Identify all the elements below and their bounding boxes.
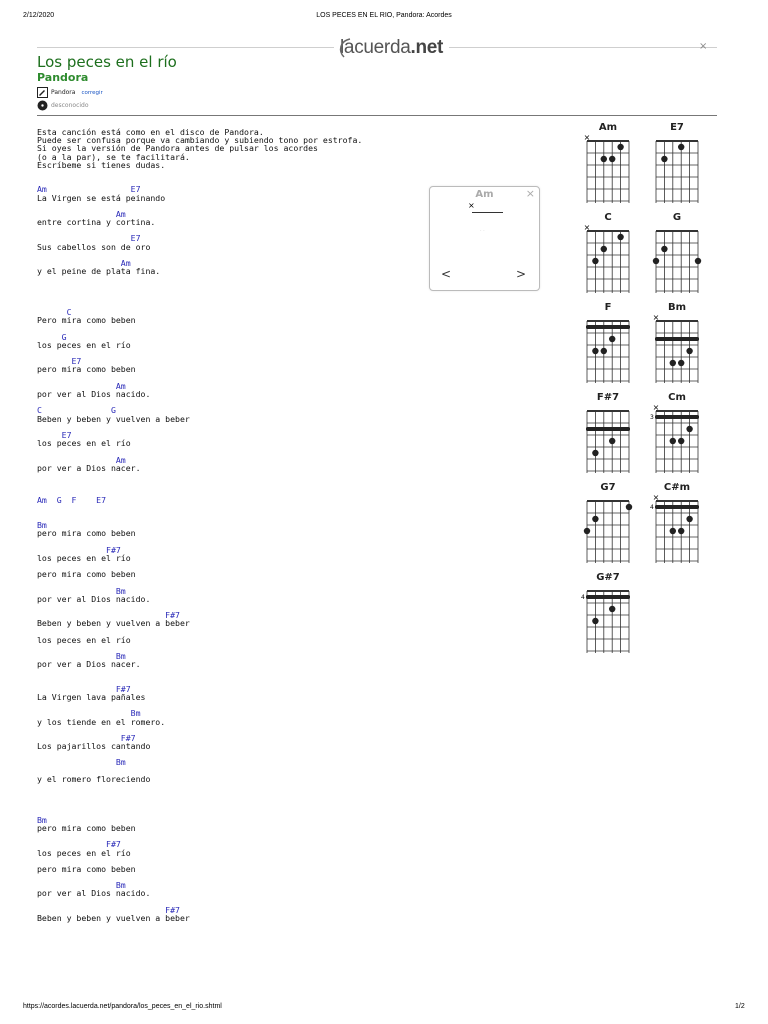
chord-line[interactable]: Am bbox=[37, 208, 126, 219]
chord-line[interactable]: F#7 bbox=[37, 544, 121, 555]
barre bbox=[655, 415, 699, 419]
fretboard bbox=[580, 403, 636, 473]
fretboard bbox=[580, 313, 636, 383]
lyric-line: y el peine de plata fina. bbox=[37, 266, 161, 277]
popup-placeholder: . . bbox=[480, 227, 485, 233]
lyric-line: Puede ser confusa porque va cambiando y subiendo tono por estrofa. bbox=[37, 135, 363, 146]
lyric-line: pero mira como beben bbox=[37, 528, 136, 539]
fretboard bbox=[580, 493, 636, 563]
finger-dot bbox=[686, 348, 692, 354]
finger-dot bbox=[584, 528, 590, 534]
mute-mark: × bbox=[652, 313, 660, 322]
lyric-line: La Virgen se está peinando bbox=[37, 192, 166, 203]
chord-line[interactable]: Bm bbox=[37, 520, 47, 530]
finger-dot bbox=[617, 234, 623, 240]
chord-diagram[interactable] bbox=[587, 482, 647, 562]
mute-mark: × bbox=[583, 133, 591, 142]
lyric-line: los peces en el río bbox=[37, 634, 131, 645]
fret-label: 4 bbox=[581, 594, 585, 601]
correct-link[interactable]: corregir bbox=[81, 89, 103, 96]
chord-line[interactable]: E7 bbox=[37, 429, 72, 440]
chord-name: G bbox=[672, 212, 682, 223]
finger-dot bbox=[670, 528, 676, 534]
lyric-line: por ver a Dios nacer. bbox=[37, 659, 141, 670]
contributor-row bbox=[37, 87, 103, 98]
lyric-line: Escríbeme si tienes dudas. bbox=[37, 159, 166, 170]
chord-diagram[interactable] bbox=[583, 122, 647, 202]
lyrics-block bbox=[37, 128, 362, 922]
finger-dot bbox=[609, 438, 615, 444]
finger-dot bbox=[686, 516, 692, 522]
lyric-line: Pero mira como beben bbox=[37, 315, 136, 326]
chord-name: Am bbox=[598, 122, 618, 133]
chord-name: Cm bbox=[668, 392, 686, 403]
lyric-line: pero mira como beben bbox=[37, 822, 136, 833]
fretboard bbox=[649, 223, 705, 293]
finger-dot bbox=[601, 246, 607, 252]
chord-line[interactable]: Bm bbox=[37, 708, 141, 719]
lyric-line: Beben y beben y vuelven a beber bbox=[37, 618, 190, 629]
chord-line[interactable]: G bbox=[37, 331, 67, 342]
lyric-line: los peces en el río bbox=[37, 847, 131, 858]
barre bbox=[586, 595, 630, 599]
finger-dot bbox=[601, 348, 607, 354]
chord-line[interactable]: Bm bbox=[37, 814, 47, 825]
lyric-line bbox=[37, 513, 362, 521]
finger-dot bbox=[670, 360, 676, 366]
lyric-line: La Virgen lava pañales bbox=[37, 691, 146, 702]
finger-dot bbox=[617, 144, 623, 150]
lyric-line: los peces en el río bbox=[37, 438, 131, 449]
finger-dot bbox=[601, 156, 607, 162]
mute-mark: × bbox=[652, 403, 660, 412]
popup-next-button[interactable]: > bbox=[516, 267, 527, 281]
print-title: LOS PECES EN EL RIO, Pandora: Acordes bbox=[316, 12, 452, 19]
chord-line[interactable]: F#7 bbox=[37, 683, 131, 694]
fretboard bbox=[649, 493, 705, 563]
site-logo[interactable] bbox=[334, 36, 449, 60]
print-url: https://acordes.lacuerda.net/pandora/los_peces_en_el_rio.shtml bbox=[23, 1003, 222, 1010]
chord-diagram[interactable] bbox=[656, 212, 716, 292]
chord-name: C#m bbox=[663, 482, 691, 493]
finger-dot bbox=[661, 156, 667, 162]
print-date: 2/12/2020 bbox=[23, 12, 55, 19]
lyric-line bbox=[37, 423, 362, 431]
lyric-line: y los tiende en el romero. bbox=[37, 716, 166, 727]
finger-dot bbox=[592, 618, 598, 624]
song-title: Los peces en el río bbox=[37, 53, 177, 71]
chord-name: C bbox=[604, 212, 612, 223]
finger-dot bbox=[609, 606, 615, 612]
chord-line[interactable]: F#7 bbox=[37, 839, 121, 850]
lyric-line bbox=[37, 783, 362, 791]
artist-link[interactable]: Pandora bbox=[37, 71, 89, 84]
contributor-name[interactable]: Pandora bbox=[51, 89, 76, 96]
lyric-line: entre cortina y cortina. bbox=[37, 217, 156, 228]
chord-diagram[interactable] bbox=[656, 122, 716, 202]
content-divider bbox=[37, 115, 717, 116]
lyric-line: Beben y beben y vuelven a beber bbox=[37, 913, 190, 923]
finger-dot bbox=[592, 348, 598, 354]
finger-dot bbox=[670, 438, 676, 444]
chord-line[interactable]: E7 bbox=[37, 233, 141, 244]
lyric-line bbox=[37, 292, 362, 300]
lyric-line: por ver al Dios nacido. bbox=[37, 593, 151, 604]
chord-line[interactable]: C G bbox=[37, 405, 116, 416]
lyric-line: Los pajarillos cantando bbox=[37, 741, 151, 752]
finger-dot bbox=[592, 258, 598, 264]
lyric-line: y el romero floreciendo bbox=[37, 773, 151, 784]
barre bbox=[655, 505, 699, 509]
popup-mute-mark: × bbox=[468, 201, 475, 210]
lyric-line bbox=[37, 808, 362, 816]
lyric-line: por ver al Dios nacido. bbox=[37, 389, 151, 399]
finger-dot bbox=[609, 156, 615, 162]
chord-line[interactable]: Bm bbox=[37, 651, 126, 661]
lyric-line: Sus cabellos son de oro bbox=[37, 241, 151, 252]
chord-diagram[interactable] bbox=[652, 302, 716, 382]
fret-label: 4 bbox=[650, 504, 654, 511]
lyric-line: (o a la par), se te facilitará. bbox=[37, 151, 190, 162]
lyric-line bbox=[37, 480, 362, 488]
lyric-line bbox=[37, 275, 362, 283]
finger-dot bbox=[686, 426, 692, 432]
fretboard bbox=[580, 583, 636, 653]
popup-nut bbox=[472, 212, 503, 213]
chord-diagram[interactable] bbox=[650, 482, 716, 562]
finger-dot bbox=[592, 450, 598, 456]
chord-name: E7 bbox=[670, 122, 684, 133]
fretboard bbox=[580, 133, 636, 203]
finger-dot bbox=[661, 246, 667, 252]
chord-diagram[interactable] bbox=[650, 392, 716, 472]
mute-mark: × bbox=[583, 223, 591, 232]
chord-line[interactable]: Am bbox=[37, 380, 126, 391]
edit-icon bbox=[37, 87, 48, 98]
lyric-line bbox=[37, 799, 362, 807]
barre bbox=[655, 337, 699, 341]
fret-label: 3 bbox=[650, 414, 654, 421]
chord-popup[interactable] bbox=[429, 186, 540, 291]
fretboard bbox=[649, 403, 705, 473]
lyric-line: por ver a Dios nacer. bbox=[37, 462, 141, 473]
chord-name: F#7 bbox=[596, 392, 620, 403]
lyric-line bbox=[37, 505, 362, 513]
chord-line[interactable]: Bm bbox=[37, 880, 126, 891]
lyric-line bbox=[37, 325, 362, 333]
chord-line[interactable]: Bm bbox=[37, 585, 126, 596]
chord-line[interactable]: Am bbox=[37, 454, 126, 465]
disc-icon bbox=[37, 100, 48, 111]
fretboard bbox=[580, 223, 636, 293]
barre bbox=[586, 427, 630, 431]
chord-name: G#7 bbox=[596, 572, 620, 583]
lyric-line bbox=[37, 472, 362, 480]
logo-swoosh-icon bbox=[336, 37, 356, 59]
chord-line[interactable]: Am E7 bbox=[37, 184, 141, 195]
mute-mark: × bbox=[652, 493, 660, 502]
lyric-line: Esta canción está como en el disco de Pandora. bbox=[37, 127, 264, 137]
chord-name: F bbox=[604, 302, 612, 313]
popup-close-icon[interactable]: × bbox=[525, 187, 535, 200]
logo-text: lacuerda.net bbox=[340, 37, 444, 58]
close-icon[interactable]: × bbox=[699, 41, 708, 52]
chord-line[interactable]: Am G F E7 bbox=[37, 495, 107, 506]
chord-line[interactable]: Am bbox=[37, 258, 131, 268]
fretboard bbox=[649, 133, 705, 203]
chord-line[interactable]: Bm bbox=[37, 757, 126, 768]
lyric-line bbox=[37, 300, 362, 308]
lyric-line: los peces en el río bbox=[37, 552, 131, 563]
chord-diagrams-panel bbox=[580, 122, 720, 667]
chord-diagram[interactable] bbox=[581, 572, 647, 652]
chord-line[interactable]: F#7 bbox=[37, 610, 180, 621]
lyric-line bbox=[37, 349, 362, 357]
lyric-line bbox=[37, 791, 362, 799]
chord-line[interactable]: F#7 bbox=[37, 904, 180, 915]
chord-diagram[interactable] bbox=[587, 392, 647, 472]
lyric-line: los peces en el río bbox=[37, 339, 131, 350]
lyric-line bbox=[37, 284, 362, 292]
finger-dot bbox=[653, 258, 659, 264]
print-page: 1/2 bbox=[735, 1003, 745, 1010]
finger-dot bbox=[678, 528, 684, 534]
finger-dot bbox=[678, 360, 684, 366]
chord-line[interactable]: C bbox=[37, 307, 72, 318]
chord-line[interactable]: F#7 bbox=[37, 732, 136, 743]
lyric-line: pero mira como beben bbox=[37, 364, 136, 375]
lyric-line: por ver al Dios nacido. bbox=[37, 888, 151, 899]
chord-diagram[interactable] bbox=[583, 212, 647, 292]
chord-name: G7 bbox=[600, 482, 616, 493]
popup-prev-button[interactable]: < bbox=[441, 267, 452, 281]
chord-diagram[interactable] bbox=[587, 302, 647, 382]
lyric-line bbox=[37, 668, 362, 676]
finger-dot bbox=[695, 258, 701, 264]
lyric-line: pero mira como beben bbox=[37, 863, 136, 874]
finger-dot bbox=[626, 504, 632, 510]
finger-dot bbox=[609, 336, 615, 342]
lyric-line bbox=[37, 169, 362, 177]
chord-line[interactable]: E7 bbox=[37, 356, 82, 367]
source-row bbox=[37, 100, 89, 111]
finger-dot bbox=[678, 438, 684, 444]
lyric-line: pero mira como beben bbox=[37, 569, 136, 580]
barre bbox=[586, 325, 630, 329]
chord-name: Bm bbox=[667, 302, 687, 313]
popup-chord-name: Am bbox=[475, 189, 494, 200]
finger-dot bbox=[678, 144, 684, 150]
lyric-line: Si oyes la versión de Pandora antes de pulsar los acordes bbox=[37, 143, 318, 154]
finger-dot bbox=[592, 516, 598, 522]
lyric-line: Beben y beben y vuelven a beber bbox=[37, 413, 190, 424]
source-value: desconocido bbox=[51, 102, 89, 109]
fretboard bbox=[649, 313, 705, 383]
